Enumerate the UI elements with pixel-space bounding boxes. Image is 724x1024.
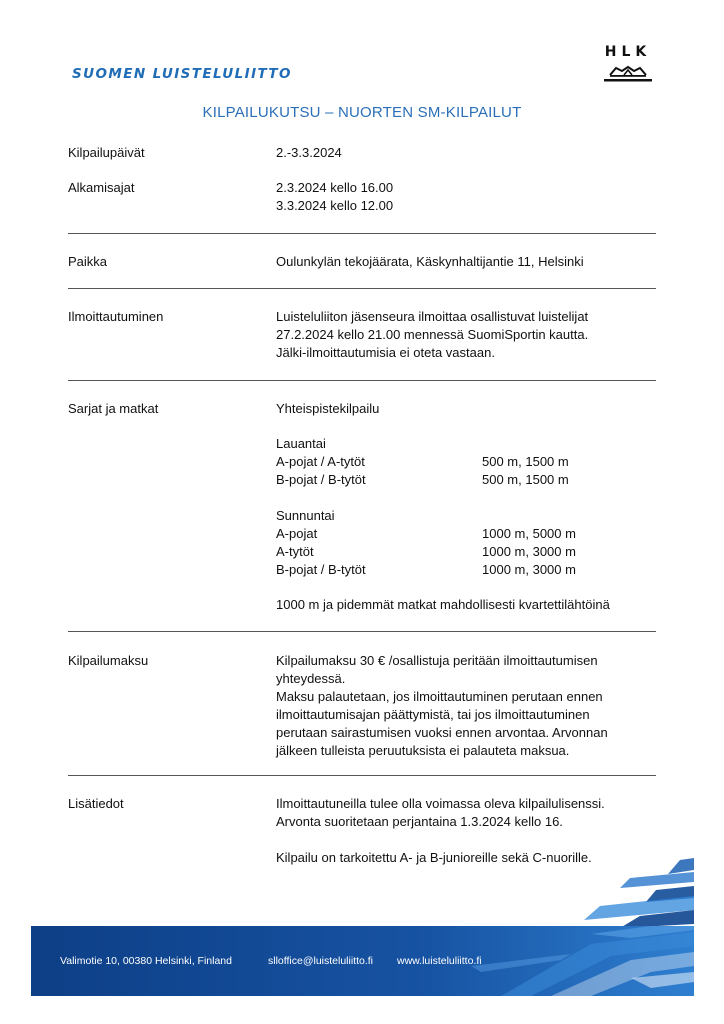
start-times-label: Alkamisajat [68, 180, 135, 195]
section-divider [68, 288, 656, 289]
section-divider [68, 775, 656, 776]
dates-value: 2.-3.3.2024 [276, 145, 342, 160]
footer-email[interactable]: slloffice@luisteluliitto.fi [268, 955, 374, 967]
decorative-stripes [560, 858, 694, 928]
additional-info-line: Ilmoittautuneilla tulee olla voimassa oleva kilpailulisenssi. [276, 796, 605, 811]
class-name: A-pojat [276, 526, 318, 541]
footer-address: Valimotie 10, 00380 Helsinki, Finland [60, 955, 232, 967]
class-name: A-pojat / A-tytöt [276, 454, 365, 469]
venue-value: Oulunkylän tekojäärata, Käskynhaltijantie 11, Helsinki [276, 254, 584, 269]
venue-label: Paikka [68, 254, 108, 269]
fee-label: Kilpailumaksu [68, 653, 149, 668]
class-name: B-pojat / B-tytöt [276, 562, 366, 577]
competition-type: Yhteispistekilpailu [276, 401, 380, 416]
registration-line: Jälki-ilmoittautumisia ei oteta vastaan. [276, 345, 495, 360]
fee-line: yhteydessä. [276, 671, 346, 686]
fee-line: ilmoittautumisajan päättymistä, tai jos ilmoittautuminen [276, 707, 590, 722]
organization-name: SUOMEN LUISTELULIITTO [72, 66, 292, 82]
logo-text: HLK [604, 44, 652, 60]
document-title: KILPAILUKUTSU – NUORTEN SM-KILPAILUT [202, 104, 522, 121]
section-divider [68, 631, 656, 632]
class-name: B-pojat / B-tytöt [276, 472, 366, 487]
fee-line: Maksu palautetaan, jos ilmoittautuminen perutaan ennen [276, 689, 603, 704]
class-distances: 500 m, 1500 m [482, 472, 569, 487]
section-divider [68, 233, 656, 234]
class-distances: 1000 m, 5000 m [482, 526, 576, 541]
hlk-logo [600, 44, 656, 86]
footer-band [31, 926, 694, 996]
registration-line: 27.2.2024 kello 21.00 mennessä SuomiSportin kautta. [276, 327, 589, 342]
classes-label: Sarjat ja matkat [68, 401, 159, 416]
start-time-line: 2.3.2024 kello 16.00 [276, 180, 394, 195]
saturday-heading: Lauantai [276, 436, 326, 451]
section-divider [68, 380, 656, 381]
ice-rink-icon [604, 62, 652, 84]
class-name: A-tytöt [276, 544, 314, 559]
class-distances: 1000 m, 3000 m [482, 544, 576, 559]
start-time-line: 3.3.2024 kello 12.00 [276, 198, 394, 213]
additional-info-label: Lisätiedot [68, 796, 124, 811]
fee-line: Kilpailumaksu 30 € /osallistuja peritään ilmoittautumisen [276, 653, 598, 668]
dates-label: Kilpailupäivät [68, 145, 145, 160]
class-distances: 1000 m, 3000 m [482, 562, 576, 577]
fee-line: perutaan sairastumisen vuoksi ennen arvontaa. Arvonnan [276, 725, 608, 740]
sunday-heading: Sunnuntai [276, 508, 335, 523]
registration-line: Luisteluliiton jäsenseura ilmoittaa osallistuvat luistelijat [276, 309, 589, 324]
registration-label: Ilmoittautuminen [68, 309, 164, 324]
additional-info-line: Arvonta suoritetaan perjantaina 1.3.2024 kello 16. [276, 814, 563, 829]
target-group-note: Kilpailu on tarkoitettu A- ja B-junioreille sekä C-nuorille. [276, 850, 592, 865]
quartet-start-note: 1000 m ja pidemmät matkat mahdollisesti kvartettilähtöinä [276, 597, 610, 612]
fee-line: jälkeen tulleista peruutuksista ei palauteta maksua. [276, 743, 570, 758]
class-distances: 500 m, 1500 m [482, 454, 569, 469]
footer-website[interactable]: www.luisteluliitto.fi [397, 955, 482, 967]
